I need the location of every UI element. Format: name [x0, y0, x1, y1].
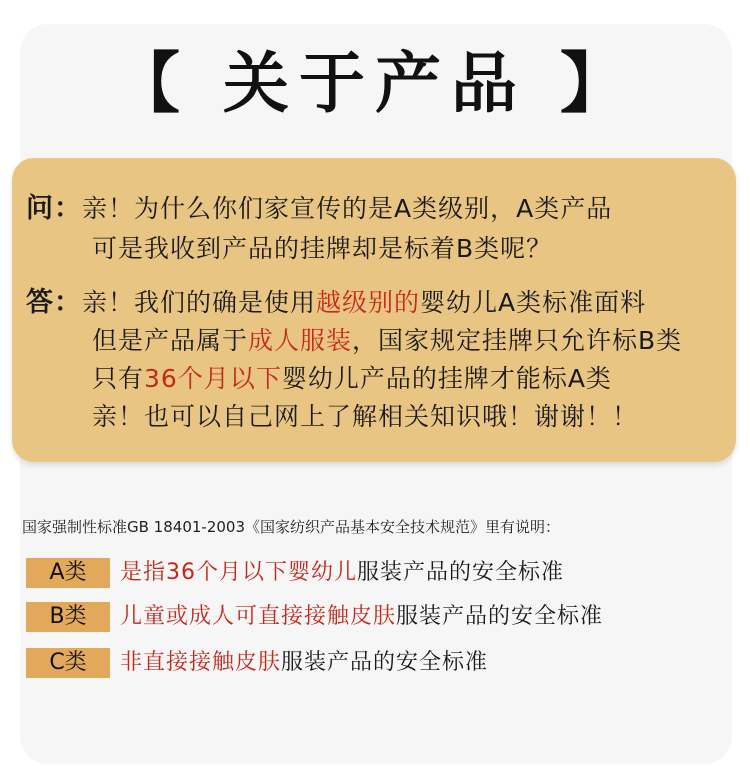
question-label: 问： [26, 193, 82, 224]
category-highlight: 儿童或成人可直接接触皮肤 [120, 604, 397, 629]
answer-highlight-3: 36个月以下 [144, 364, 282, 393]
category-rest: 服装产品的安全标准 [281, 650, 489, 675]
answer-text-2a: 但是产品属于 [92, 326, 249, 355]
question-line-1 [26, 192, 612, 226]
law-note: 国家强制性标准GB 18401-2003《国家纺织产品基本安全技术规范》里有说明： [22, 518, 560, 536]
category-description [120, 602, 603, 632]
answer-text-1a: 亲！我们的确是使用 [82, 288, 317, 317]
answer-text-3a: 只有 [92, 364, 145, 393]
category-description [120, 558, 564, 588]
category-tag: C类 [26, 648, 110, 678]
category-highlight: 非直接接触皮肤 [120, 650, 282, 675]
category-tag: A类 [26, 558, 110, 588]
category-highlight: 是指36个月以下婴幼儿 [120, 560, 357, 585]
category-description [120, 648, 488, 678]
question-text-1: 亲！为什么你们家宣传的是A类级别，A类产品 [82, 194, 613, 223]
answer-highlight-1: 越级别的 [316, 288, 421, 317]
answer-highlight-2: 成人服装 [248, 326, 353, 355]
category-row-b [26, 602, 726, 632]
answer-label: 答： [26, 287, 82, 318]
question-line-2: 可是我收到产品的挂牌却是标着B类呢？ [92, 234, 553, 263]
category-rest: 服装产品的安全标准 [396, 604, 604, 629]
category-rest: 服装产品的安全标准 [357, 560, 565, 585]
answer-text-2b: ，国家规定挂牌只允许标B类 [352, 326, 683, 355]
answer-line-3 [92, 362, 612, 396]
category-row-a [26, 558, 726, 588]
answer-line-1 [26, 286, 646, 320]
qa-box [12, 158, 736, 462]
answer-line-2 [92, 324, 682, 358]
answer-text-3b: 婴幼儿产品的挂牌才能标A类 [281, 364, 612, 393]
answer-line-4: 亲！也可以自己网上了解相关知识哦！谢谢！！ [92, 402, 639, 431]
category-row-c [26, 648, 726, 678]
category-tag: B类 [26, 602, 110, 632]
page-title: 【 关于产品 】 [114, 45, 636, 122]
answer-text-1b: 婴幼儿A类标准面料 [420, 288, 647, 317]
